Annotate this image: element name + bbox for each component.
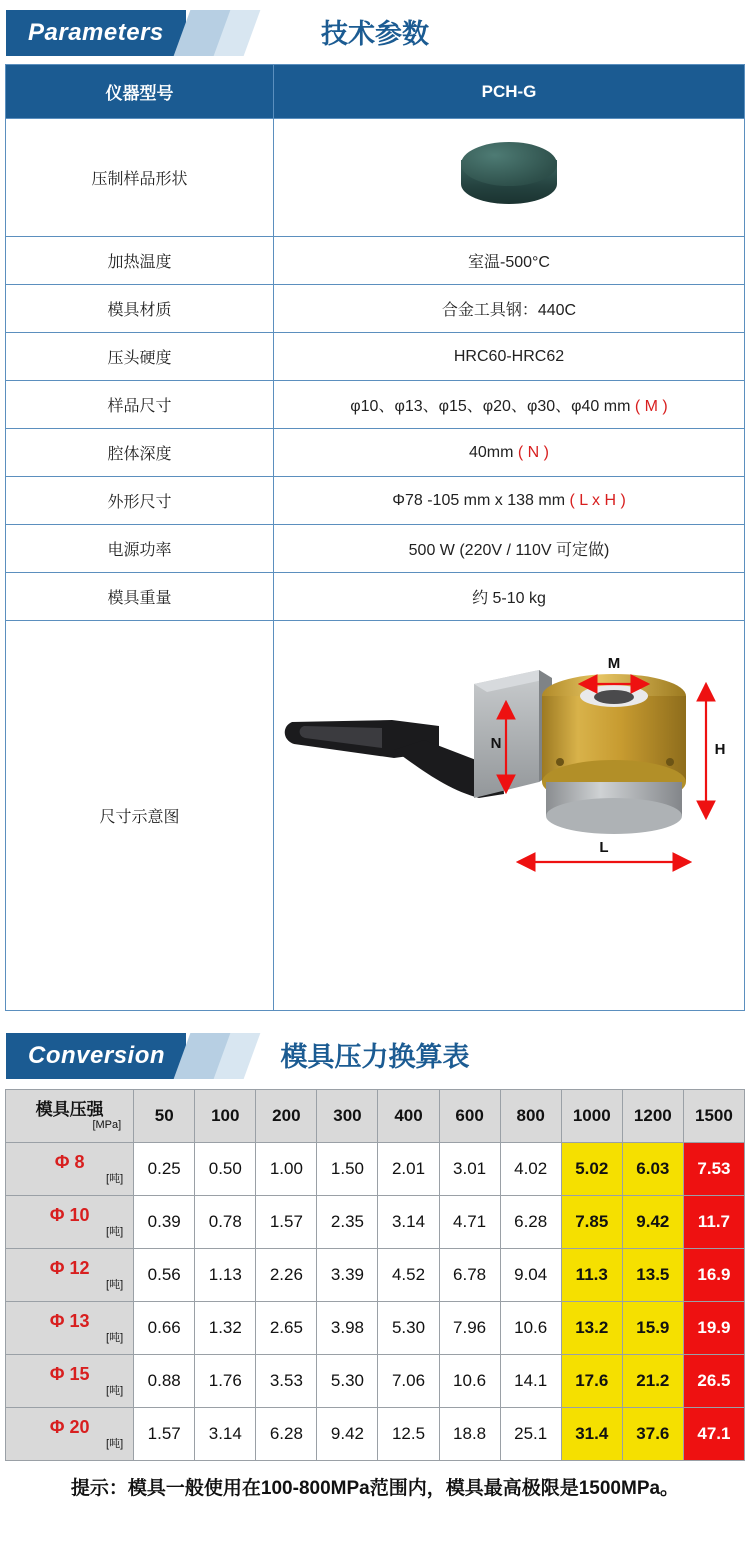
cell-phi15-1000: 17.6: [561, 1355, 622, 1408]
mold-dimension-diagram: [274, 622, 744, 1010]
dimension-label-l: L: [599, 838, 609, 856]
sample-size-suffix: ( M ): [634, 398, 668, 415]
table-row: [6, 525, 745, 573]
screw-right: [666, 758, 674, 766]
parameters-section-banner: [0, 10, 750, 56]
row-header-unit: [吨]: [106, 1331, 124, 1344]
conversion-tag: Conversion: [6, 1033, 186, 1079]
cell-phi12-200: 2.26: [256, 1249, 317, 1302]
row-value-sample-size: [274, 381, 745, 429]
cell-phi20-400: 12.5: [378, 1408, 439, 1461]
cell-phi13-400: 5.30: [378, 1302, 439, 1355]
cell-phi15-800: 14.1: [500, 1355, 561, 1408]
row-header-phi12: [6, 1249, 134, 1302]
row-value-power: 500 W (220V / 110V 可定做): [274, 525, 745, 573]
table-row: [6, 477, 745, 525]
cell-phi13-1500: 19.9: [683, 1302, 744, 1355]
row-label-power: 电源功率: [6, 525, 274, 573]
table-row: [6, 237, 745, 285]
cell-phi8-200: 1.00: [256, 1143, 317, 1196]
parameters-tag: Parameters: [6, 10, 186, 56]
cell-phi13-1000: 13.2: [561, 1302, 622, 1355]
table-row: [6, 333, 745, 381]
column-header-400: 400: [378, 1090, 439, 1143]
sample-size-text: φ10、φ13、φ15、φ20、φ30、φ40 mm: [350, 398, 631, 415]
cell-phi15-400: 7.06: [378, 1355, 439, 1408]
table-row: [6, 1355, 745, 1408]
row-value-outer-size: [274, 477, 745, 525]
table-row: [6, 429, 745, 477]
cell-phi8-300: 1.50: [317, 1143, 378, 1196]
row-header-label: Φ 13: [49, 1311, 90, 1332]
cell-phi20-600: 18.8: [439, 1408, 500, 1461]
cell-phi20-1500: 47.1: [683, 1408, 744, 1461]
column-header-600: 600: [439, 1090, 500, 1143]
parameters-table: [5, 64, 745, 1011]
row-label-indenter-hardness: 压头硬度: [6, 333, 274, 381]
cell-phi8-600: 3.01: [439, 1143, 500, 1196]
cell-phi8-1000: 5.02: [561, 1143, 622, 1196]
table-row: [6, 381, 745, 429]
cell-phi15-1200: 21.2: [622, 1355, 683, 1408]
conversion-corner-header: [6, 1090, 134, 1143]
cell-phi8-800: 4.02: [500, 1143, 561, 1196]
cell-phi10-300: 2.35: [317, 1196, 378, 1249]
table-row: [6, 1302, 745, 1355]
cell-phi10-800: 6.28: [500, 1196, 561, 1249]
dimension-label-m: M: [607, 654, 621, 672]
cell-phi12-800: 9.04: [500, 1249, 561, 1302]
row-header-label: Φ 15: [49, 1364, 90, 1385]
conversion-note: 提示：模具一般使用在100-800MPa范围内，模具最高极限是1500MPa。: [70, 1478, 680, 1499]
cell-phi13-1200: 15.9: [622, 1302, 683, 1355]
dimension-label-h: H: [714, 740, 726, 758]
column-header-300: 300: [317, 1090, 378, 1143]
row-value-weight: 约 5-10 kg: [274, 573, 745, 621]
cell-phi8-50: 0.25: [134, 1143, 195, 1196]
cell-phi20-300: 9.42: [317, 1408, 378, 1461]
pressed-sample-puck-icon: [455, 138, 563, 218]
row-header-label: Φ 20: [49, 1417, 90, 1438]
column-header-200: 200: [256, 1090, 317, 1143]
table-row: [6, 1249, 745, 1302]
cell-phi12-50: 0.56: [134, 1249, 195, 1302]
corner-title: 模具压强: [35, 1099, 104, 1119]
column-header-800: 800: [500, 1090, 561, 1143]
steel-base-bottom: [546, 798, 682, 834]
column-header-1200: 1200: [622, 1090, 683, 1143]
cell-phi10-50: 0.39: [134, 1196, 195, 1249]
cell-phi13-800: 10.6: [500, 1302, 561, 1355]
cell-phi13-200: 2.65: [256, 1302, 317, 1355]
cell-phi20-1000: 31.4: [561, 1408, 622, 1461]
cell-phi8-400: 2.01: [378, 1143, 439, 1196]
row-header-phi8: [6, 1143, 134, 1196]
conversion-section-banner: [0, 1033, 750, 1079]
cavity-depth-text: 40mm: [468, 443, 514, 461]
cell-phi10-200: 1.57: [256, 1196, 317, 1249]
table-row: [6, 1196, 745, 1249]
cell-phi13-50: 0.66: [134, 1302, 195, 1355]
row-header-phi13: [6, 1302, 134, 1355]
diagram-svg: [274, 622, 744, 1010]
cell-phi10-1000: 7.85: [561, 1196, 622, 1249]
model-value: PCH-G: [274, 65, 745, 119]
row-label-cavity-depth: 腔体深度: [6, 429, 274, 477]
pressed-sample-puck-cell: [274, 119, 745, 237]
row-value-mold-material: 合金工具钢：440C: [274, 285, 745, 333]
conversion-table: [5, 1089, 745, 1461]
puck-top: [461, 142, 557, 186]
cell-phi13-600: 7.96: [439, 1302, 500, 1355]
cell-phi12-1000: 11.3: [561, 1249, 622, 1302]
column-header-50: 50: [134, 1090, 195, 1143]
cell-phi12-400: 4.52: [378, 1249, 439, 1302]
row-label-mold-material: 模具材质: [6, 285, 274, 333]
conversion-title: 模具压力换算表: [280, 1042, 470, 1072]
row-header-phi15: [6, 1355, 134, 1408]
column-header-1500: 1500: [683, 1090, 744, 1143]
row-value-cavity-depth: [274, 429, 745, 477]
outer-size-suffix: ( L x H ): [569, 491, 626, 509]
row-header-unit: [吨]: [106, 1384, 124, 1397]
table-row: [6, 285, 745, 333]
row-header-unit: [吨]: [106, 1172, 124, 1185]
dimension-diagram-cell: [274, 621, 745, 1011]
cell-phi12-1500: 16.9: [683, 1249, 744, 1302]
row-header-label: Φ 8: [54, 1152, 85, 1173]
cell-phi15-300: 5.30: [317, 1355, 378, 1408]
table-row: [6, 1143, 745, 1196]
row-label-dimension-diagram: 尺寸示意图: [6, 621, 274, 1011]
row-header-unit: [吨]: [106, 1278, 124, 1291]
cell-phi15-1500: 26.5: [683, 1355, 744, 1408]
row-label-sample-shape: 压制样品形状: [6, 119, 274, 237]
corner-unit: [MPa]: [92, 1119, 122, 1132]
cell-phi10-1500: 11.7: [683, 1196, 744, 1249]
cell-phi20-200: 6.28: [256, 1408, 317, 1461]
cell-phi12-1200: 13.5: [622, 1249, 683, 1302]
table-row: [6, 621, 745, 1011]
row-header-unit: [吨]: [106, 1225, 124, 1238]
cell-phi20-100: 3.14: [195, 1408, 256, 1461]
cell-phi8-1500: 7.53: [683, 1143, 744, 1196]
cavity-hole: [594, 690, 634, 704]
row-header-unit: [吨]: [106, 1437, 124, 1450]
column-header-1000: 1000: [561, 1090, 622, 1143]
row-header-phi20: [6, 1408, 134, 1461]
table-row-header: [6, 1090, 745, 1143]
screw-left: [556, 758, 564, 766]
table-row: [6, 1408, 745, 1461]
cell-phi12-100: 1.13: [195, 1249, 256, 1302]
row-header-phi10: [6, 1196, 134, 1249]
table-row-header: [6, 65, 745, 119]
row-header-label: Φ 12: [49, 1258, 90, 1279]
dimension-label-n: N: [490, 734, 502, 752]
cell-phi13-300: 3.98: [317, 1302, 378, 1355]
cell-phi15-200: 3.53: [256, 1355, 317, 1408]
cell-phi20-50: 1.57: [134, 1408, 195, 1461]
model-label: 仪器型号: [6, 65, 274, 119]
row-header-label: Φ 10: [49, 1205, 90, 1226]
cell-phi8-100: 0.50: [195, 1143, 256, 1196]
row-label-weight: 模具重量: [6, 573, 274, 621]
cell-phi15-600: 10.6: [439, 1355, 500, 1408]
cell-phi15-100: 1.76: [195, 1355, 256, 1408]
row-label-outer-size: 外形尺寸: [6, 477, 274, 525]
table-row: [6, 573, 745, 621]
outer-size-text: Φ78 -105 mm x 138 mm: [392, 491, 566, 509]
row-value-heating-temp: 室温-500°C: [274, 237, 745, 285]
cell-phi20-800: 25.1: [500, 1408, 561, 1461]
cell-phi10-400: 3.14: [378, 1196, 439, 1249]
cell-phi10-100: 0.78: [195, 1196, 256, 1249]
column-header-100: 100: [195, 1090, 256, 1143]
cell-phi20-1200: 37.6: [622, 1408, 683, 1461]
table-row: [6, 119, 745, 237]
cell-phi13-100: 1.32: [195, 1302, 256, 1355]
row-value-indenter-hardness: HRC60-HRC62: [274, 333, 745, 381]
cell-phi10-1200: 9.42: [622, 1196, 683, 1249]
parameters-title: 技术参数: [321, 19, 429, 49]
row-label-sample-size: 样品尺寸: [6, 381, 274, 429]
row-label-heating-temp: 加热温度: [6, 237, 274, 285]
cell-phi8-1200: 6.03: [622, 1143, 683, 1196]
cavity-depth-suffix: ( N ): [517, 443, 549, 461]
cell-phi15-50: 0.88: [134, 1355, 195, 1408]
cell-phi10-600: 4.71: [439, 1196, 500, 1249]
cell-phi12-600: 6.78: [439, 1249, 500, 1302]
cell-phi12-300: 3.39: [317, 1249, 378, 1302]
